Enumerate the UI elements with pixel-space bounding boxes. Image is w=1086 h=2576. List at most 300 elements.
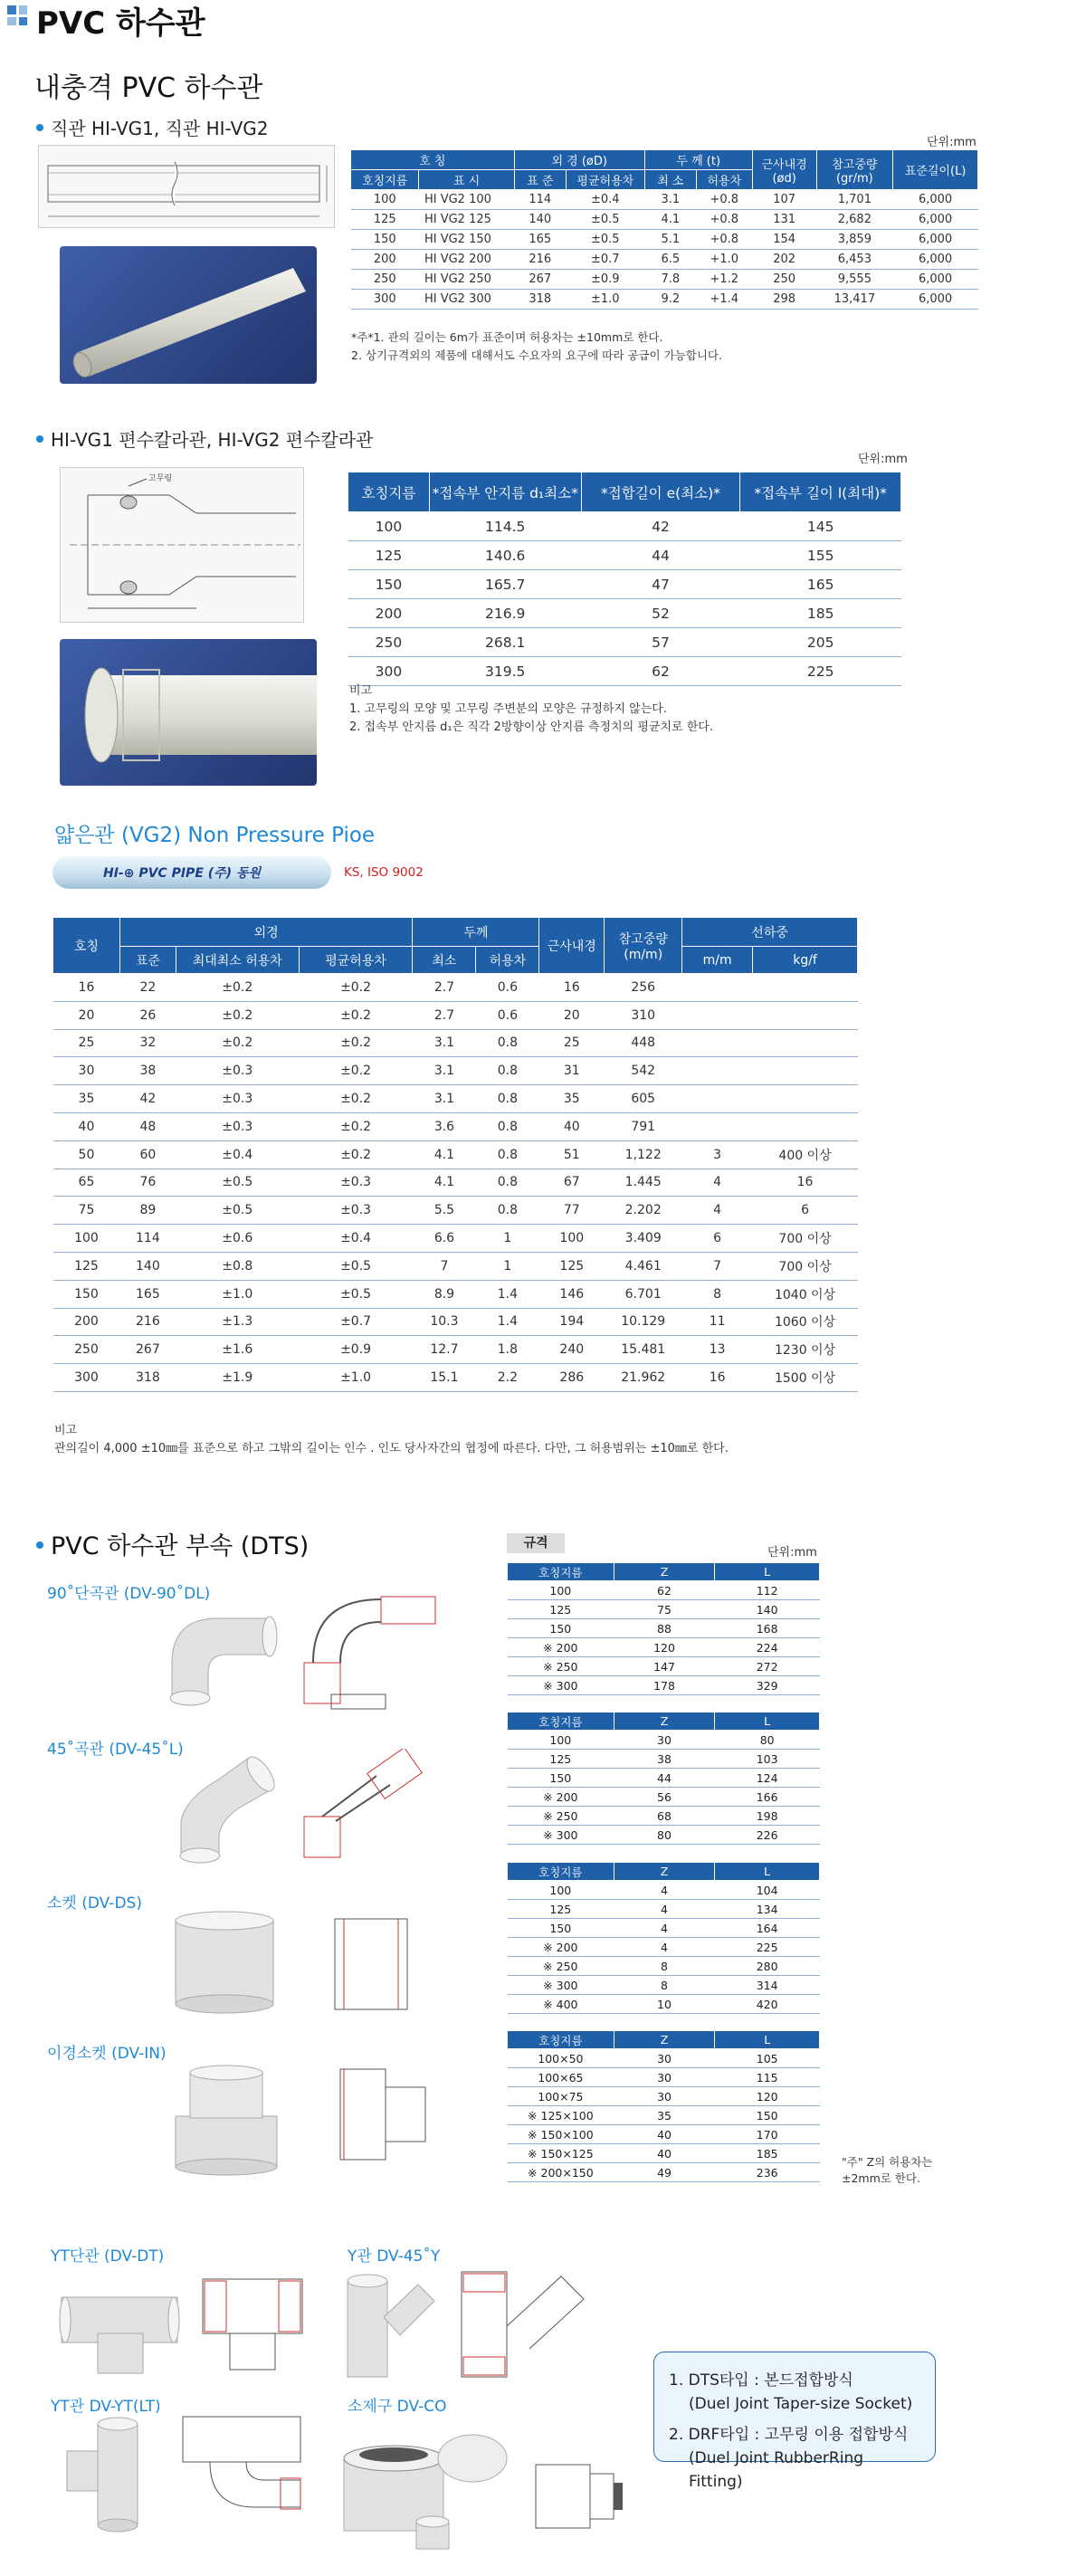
s1-table-cell: ±0.5 <box>566 230 644 250</box>
spec-table-row <box>508 1995 820 2014</box>
s3-table-cell: ±0.2 <box>176 974 299 1002</box>
fitting-y-label: Y관 DV-45˚Y <box>348 2247 441 2266</box>
s3-header-outer: 외경 <box>119 918 413 947</box>
s3-table-cell: 13 <box>682 1336 753 1364</box>
s3-table-cell: 6.6 <box>413 1225 476 1253</box>
s1-table-cell: 140 <box>514 210 566 230</box>
s3-table-cell: 3.409 <box>605 1225 682 1253</box>
s3-table-cell: 0.8 <box>476 1057 539 1085</box>
spec-table-cell: 104 <box>715 1881 820 1900</box>
header-avg-tol: 평균허용차 <box>566 170 644 190</box>
spec-table-row <box>508 2106 820 2125</box>
spec-table-cell: 150 <box>508 1769 614 1788</box>
s3-header-ref-weight: 참고중량 (m/m) <box>605 918 682 974</box>
s3-table-cell: 3 <box>682 1140 753 1169</box>
s3-table-cell: 20 <box>53 1001 120 1029</box>
spec-table-cell: 8 <box>614 1976 715 1995</box>
s3-table-cell: 2.2 <box>476 1364 539 1392</box>
section3-table <box>52 917 858 1392</box>
s3-table-cell: 42 <box>119 1085 176 1113</box>
s3-table-cell <box>682 1001 753 1029</box>
s3-table-cell: ±0.4 <box>176 1140 299 1169</box>
s1-table-cell: 2,682 <box>816 210 893 230</box>
legend-line-3: 2. DRF타입 : 고무링 이용 접합방식 <box>669 2426 909 2444</box>
s3-table-cell: 16 <box>539 974 605 1002</box>
fitting-reducer-label: 이경소켓 (DV-IN) <box>47 2045 167 2063</box>
s3-header-maxmin-tol: 최대최소 허용차 <box>176 947 299 974</box>
spec-table-cell: 150 <box>508 1919 614 1938</box>
s1-table-cell: 298 <box>752 290 816 310</box>
s3-table-row <box>53 1112 858 1140</box>
s2-table-cell: 300 <box>348 657 430 686</box>
s3-header-tol: 허용차 <box>476 947 539 974</box>
spec-table-cell: ※ 300 <box>508 1976 614 1995</box>
s3-table-cell: 700 이상 <box>753 1225 858 1253</box>
spec-table-row <box>508 1919 820 1938</box>
spec-table-row <box>508 1881 820 1900</box>
spec-table-cell: 103 <box>715 1750 820 1769</box>
s1-table-cell: ±0.4 <box>566 190 644 210</box>
s1-table-cell: HI VG2 200 <box>419 250 514 270</box>
fitting-cleanout-label: 소제구 DV-CO <box>348 2398 447 2416</box>
s3-table-cell: 7 <box>413 1252 476 1280</box>
spec-table-cell: ※ 300 <box>508 1826 614 1845</box>
s3-table-cell: 16 <box>682 1364 753 1392</box>
s3-table-row <box>53 1140 858 1169</box>
s3-table-cell <box>753 1029 858 1057</box>
s2-table-cell: 125 <box>348 541 430 570</box>
reducer-drawing <box>335 2060 431 2167</box>
s1-table-row <box>351 230 978 250</box>
spec-table-header: Z <box>614 1863 715 1881</box>
s3-table-cell: ±0.2 <box>299 1057 413 1085</box>
s3-table-cell: ±0.2 <box>299 1001 413 1029</box>
s2-table-cell: 140.6 <box>429 541 581 570</box>
s3-table-cell: 3.1 <box>413 1057 476 1085</box>
s3-table-cell: 0.8 <box>476 1085 539 1113</box>
s3-table-cell: 40 <box>53 1112 120 1140</box>
s3-table-cell: 77 <box>539 1197 605 1225</box>
s3-table-cell: 0.8 <box>476 1169 539 1197</box>
s3-table-row <box>53 1029 858 1057</box>
spec-table-cell: 4 <box>614 1938 715 1957</box>
section4-title: PVC 하수관 부속 (DTS) <box>36 1526 309 1561</box>
legend-line-4: (Duel Joint RubberRing Fitting) <box>689 2449 864 2491</box>
spec-table-cell: ※ 125×100 <box>508 2106 614 2125</box>
s2-table-cell: 185 <box>740 599 901 628</box>
page-title: PVC 하수관 <box>36 5 205 42</box>
spec-table-cell: 112 <box>715 1581 820 1600</box>
s3-table-cell: 51 <box>539 1140 605 1169</box>
spec-table-row <box>508 1600 820 1619</box>
spec-table-cell: 236 <box>715 2163 820 2182</box>
s2-table-cell: 200 <box>348 599 430 628</box>
spec-table-cell: 80 <box>715 1731 820 1750</box>
s2-table-cell: 42 <box>581 512 740 541</box>
section1-table <box>350 149 978 310</box>
header-tol: 허용차 <box>696 170 752 190</box>
reducer-photo <box>170 2064 282 2176</box>
spec-table-cell: 100×75 <box>508 2087 614 2106</box>
spec-table-row <box>508 1807 820 1826</box>
spec-table-cell: 124 <box>715 1769 820 1788</box>
s3-table-cell: 0.8 <box>476 1029 539 1057</box>
s3-table-cell: ±1.9 <box>176 1364 299 1392</box>
s3-table-cell: 2.7 <box>413 974 476 1002</box>
s3-table-cell: 40 <box>539 1112 605 1140</box>
s3-table-cell: 1060 이상 <box>753 1308 858 1336</box>
s1-table-cell: 6,000 <box>893 250 978 270</box>
s3-table-cell: 114 <box>119 1225 176 1253</box>
s2-table-cell: 62 <box>581 657 740 686</box>
s3-table-cell: 165 <box>119 1280 176 1308</box>
s1-table-cell: 6,000 <box>893 270 978 290</box>
s2-table-cell: 44 <box>581 541 740 570</box>
s3-table-cell: 48 <box>119 1112 176 1140</box>
section1-subtitle: 직관 HI-VG1, 직관 HI-VG2 <box>36 114 268 140</box>
s2-table-cell: 268.1 <box>429 628 581 657</box>
s3-table-cell: 1.8 <box>476 1336 539 1364</box>
s3-table-cell: 50 <box>53 1140 120 1169</box>
s2-header-inner-dia: *접속부 안지름 d₁최소* <box>429 472 581 512</box>
section1-title: 내충격 PVC 하수관 <box>34 72 263 104</box>
spec-table-cell: 120 <box>614 1638 715 1657</box>
section2-note-1: 1. 고무링의 모양 및 고무링 주변분의 모양은 규정하지 않는다. <box>349 702 667 716</box>
s1-table-cell: +0.8 <box>696 230 752 250</box>
s2-table-row <box>348 512 901 541</box>
section3-title: 얇은관 (VG2) Non Pressure Pioe <box>54 824 376 847</box>
spec-table-header: 호칭지름 <box>508 1713 614 1731</box>
y-photo <box>340 2263 440 2384</box>
spec-table-cell: 62 <box>614 1581 715 1600</box>
s3-table-cell: 1,122 <box>605 1140 682 1169</box>
s1-table-cell: HI VG2 300 <box>419 290 514 310</box>
s3-table-cell: ±1.6 <box>176 1336 299 1364</box>
s3-table-cell: 35 <box>539 1085 605 1113</box>
spec-table-header: Z <box>614 1713 715 1731</box>
spec-table-cell: 75 <box>614 1600 715 1619</box>
s3-table-cell: 100 <box>539 1225 605 1253</box>
s2-table-row <box>348 599 901 628</box>
s2-table-cell: 52 <box>581 599 740 628</box>
section1-unit: 단위:mm <box>927 136 976 149</box>
s3-header-thickness: 두께 <box>413 918 539 947</box>
cleanout-photo <box>337 2422 518 2558</box>
header-min: 최 소 <box>644 170 696 190</box>
s1-table-row <box>351 250 978 270</box>
s3-table-cell: 15.1 <box>413 1364 476 1392</box>
s2-table-row <box>348 657 901 686</box>
spec-table-cell: 198 <box>715 1807 820 1826</box>
spec-table-cell: 226 <box>715 1826 820 1845</box>
s3-table-cell: ±0.2 <box>299 1140 413 1169</box>
s3-header-mm: m/m <box>682 947 753 974</box>
s2-table-cell: 319.5 <box>429 657 581 686</box>
spec-table-cell: 140 <box>715 1600 820 1619</box>
s2-table-cell: 205 <box>740 628 901 657</box>
s3-table-cell: 76 <box>119 1169 176 1197</box>
s3-table-cell: ±0.2 <box>299 1112 413 1140</box>
s1-table-cell: +0.8 <box>696 190 752 210</box>
section3-note: 관의길이 4,000 ±10㎜를 표준으로 하고 그밖의 길이는 인수 . 인도 당사자간의 협정에 따른다. 다만, 그 허용범위는 ±10㎜로 한다. <box>54 1442 729 1455</box>
spec-table-cell: 100 <box>508 1581 614 1600</box>
s2-table-cell: 165 <box>740 570 901 599</box>
spec-table-cell: 88 <box>614 1619 715 1638</box>
s1-table-cell: 250 <box>351 270 419 290</box>
s3-header-line-weight: 선하중 <box>682 918 858 947</box>
s3-table-cell: ±0.3 <box>176 1112 299 1140</box>
s3-table-cell: 542 <box>605 1057 682 1085</box>
spec-table-cell: 56 <box>614 1788 715 1807</box>
spec-table-cell: 150 <box>508 1619 614 1638</box>
s1-table-cell: ±0.5 <box>566 210 644 230</box>
s3-table-cell: 8.9 <box>413 1280 476 1308</box>
s1-table-cell: 1,701 <box>816 190 893 210</box>
spec-table-row <box>508 1769 820 1788</box>
spec-table-cell: 147 <box>614 1657 715 1676</box>
pipe-print: HI-⊕ PVC PIPE (주) 동원 <box>103 866 261 881</box>
elbow-45-drawing <box>295 1749 449 1866</box>
s1-table-row <box>351 290 978 310</box>
spec-table-cell: 30 <box>614 2087 715 2106</box>
s3-table-cell: 1 <box>476 1225 539 1253</box>
s3-table-cell: 6 <box>682 1225 753 1253</box>
s3-table-cell: ±0.5 <box>176 1197 299 1225</box>
spec-table-cell: 100 <box>508 1881 614 1900</box>
s3-table-cell: 256 <box>605 974 682 1002</box>
s3-header-nominal: 호칭 <box>53 918 120 974</box>
s3-table-cell: 5.5 <box>413 1197 476 1225</box>
s3-table-cell: 448 <box>605 1029 682 1057</box>
spec-table-cell: 329 <box>715 1676 820 1695</box>
spec-table-cell: 125 <box>508 1750 614 1769</box>
yt-drawing <box>194 2270 311 2377</box>
s3-table-cell: 318 <box>119 1364 176 1392</box>
section1-notes <box>351 329 722 365</box>
s3-table-cell: 4.1 <box>413 1140 476 1169</box>
z-note-line-2: ±2mm로 한다. <box>842 2171 920 2185</box>
s1-table-cell: 107 <box>752 190 816 210</box>
s1-table-cell: 9,555 <box>816 270 893 290</box>
s3-table-cell <box>682 974 753 1002</box>
s3-header-approx-inner: 근사내경 <box>539 918 605 974</box>
spec-table-header: L <box>715 2031 820 2049</box>
s1-table-cell: 3.1 <box>644 190 696 210</box>
spec-table-header: Z <box>614 1563 715 1581</box>
s1-table-cell: 202 <box>752 250 816 270</box>
s1-table-cell: 114 <box>514 190 566 210</box>
s3-table-cell: 400 이상 <box>753 1140 858 1169</box>
spec-table-cell: 272 <box>715 1657 820 1676</box>
s3-table-cell: 250 <box>53 1336 120 1364</box>
s3-table-cell: 3.6 <box>413 1112 476 1140</box>
s1-table-cell: ±0.7 <box>566 250 644 270</box>
s3-table-cell: 100 <box>53 1225 120 1253</box>
s1-table-cell: 154 <box>752 230 816 250</box>
s3-table-cell: 22 <box>119 974 176 1002</box>
section3-notes-title: 비고 <box>54 1424 78 1437</box>
s3-table-cell: 21.962 <box>605 1364 682 1392</box>
section3-notes <box>54 1422 729 1458</box>
section2-subtitle: HI-VG1 편수칼라관, HI-VG2 편수칼라관 <box>36 425 373 452</box>
legend-line-2: (Duel Joint Taper-size Socket) <box>689 2395 913 2413</box>
s3-table-row <box>53 1280 858 1308</box>
s3-table-cell: 25 <box>539 1029 605 1057</box>
s1-table-cell: 6,000 <box>893 210 978 230</box>
spec-table-row <box>508 2087 820 2106</box>
s3-table-cell: 140 <box>119 1252 176 1280</box>
fitting-45-label: 45˚곡관 (DV-45˚L) <box>47 1741 184 1759</box>
spec-table-cell: ※ 250 <box>508 1657 614 1676</box>
s3-table-cell <box>682 1057 753 1085</box>
s1-table-cell: 131 <box>752 210 816 230</box>
s3-table-cell: 1230 이상 <box>753 1336 858 1364</box>
s3-table-row <box>53 1001 858 1029</box>
spec-table-row <box>508 2125 820 2144</box>
s3-table-cell: 16 <box>53 974 120 1002</box>
spec-table-cell: 68 <box>614 1807 715 1826</box>
straight-pipe-photo <box>60 246 317 384</box>
spec-table-cell: 49 <box>614 2163 715 2182</box>
spec-table-cell: 125 <box>508 1600 614 1619</box>
s3-table-cell: 32 <box>119 1029 176 1057</box>
spec-table-row <box>508 1619 820 1638</box>
s3-table-cell: 150 <box>53 1280 120 1308</box>
s1-table-cell: 5.1 <box>644 230 696 250</box>
s3-table-row <box>53 1057 858 1085</box>
s1-table-cell: 6,000 <box>893 290 978 310</box>
s3-table-cell: ±0.3 <box>299 1169 413 1197</box>
s3-table-cell: ±0.2 <box>299 1085 413 1113</box>
s1-table-cell: 318 <box>514 290 566 310</box>
s2-header-nominal: 호칭지름 <box>348 472 430 512</box>
s1-table-cell: HI VG2 125 <box>419 210 514 230</box>
spec-table-row <box>508 1581 820 1600</box>
spec-table-cell: 4 <box>614 1881 715 1900</box>
s2-table-cell: 225 <box>740 657 901 686</box>
s1-table-cell: 165 <box>514 230 566 250</box>
s1-table-cell: 6,000 <box>893 230 978 250</box>
header-std: 표 준 <box>514 170 566 190</box>
s1-table-cell: HI VG2 100 <box>419 190 514 210</box>
s3-table-cell: 125 <box>539 1252 605 1280</box>
rubber-ring-label: 고무링 <box>148 474 173 483</box>
s3-table-cell: 0.8 <box>476 1197 539 1225</box>
z-note-line-1: "주" Z의 허용차는 <box>842 2155 933 2169</box>
s3-table-cell: 89 <box>119 1197 176 1225</box>
spec-table-header: 호칭지름 <box>508 2031 614 2049</box>
spec-table-cell: ※ 200 <box>508 1638 614 1657</box>
elbow-90-drawing <box>295 1595 449 1713</box>
spec-table-cell: ※ 300 <box>508 1676 614 1695</box>
s2-table-row <box>348 541 901 570</box>
s3-table-cell: 67 <box>539 1169 605 1197</box>
spec-table-cell: 314 <box>715 1976 820 1995</box>
spec-table-cell: 125 <box>508 1900 614 1919</box>
s2-table-cell: 150 <box>348 570 430 599</box>
spec-table-row <box>508 1900 820 1919</box>
s2-table-cell: 250 <box>348 628 430 657</box>
s1-table-cell: 7.8 <box>644 270 696 290</box>
s2-table-cell: 114.5 <box>429 512 581 541</box>
s1-table-cell: 250 <box>752 270 816 290</box>
s1-table-cell: +1.0 <box>696 250 752 270</box>
s2-header-joint-len: *접합길이 e(최소)* <box>581 472 740 512</box>
s3-table-row <box>53 1252 858 1280</box>
s3-table-cell: 791 <box>605 1112 682 1140</box>
spec-table-row <box>508 1750 820 1769</box>
header-outer: 외 경 (øD) <box>514 150 644 170</box>
s3-table-cell: 4 <box>682 1169 753 1197</box>
s3-table-cell: ±0.9 <box>299 1336 413 1364</box>
spec-table-cell: 10 <box>614 1995 715 2014</box>
spec-table <box>507 1562 820 1695</box>
spec-table-cell: 185 <box>715 2144 820 2163</box>
s2-table-cell: 47 <box>581 570 740 599</box>
spec-table-header: 호칭지름 <box>508 1863 614 1881</box>
collar-pipe-photo <box>60 639 317 786</box>
s1-table-cell: ±1.0 <box>566 290 644 310</box>
s3-table-cell: 10.3 <box>413 1308 476 1336</box>
spec-table-row <box>508 1826 820 1845</box>
section4-unit: 단위:mm <box>767 1546 817 1560</box>
spec-table-row <box>508 1938 820 1957</box>
s3-table-cell <box>753 1001 858 1029</box>
s3-table-cell: 3.1 <box>413 1085 476 1113</box>
s3-table-cell: 1.4 <box>476 1308 539 1336</box>
spec-table-cell: 35 <box>614 2106 715 2125</box>
yt-photo <box>56 2270 183 2377</box>
s3-table-cell: 0.8 <box>476 1140 539 1169</box>
spec-table-row <box>508 1676 820 1695</box>
spec-table-cell: 420 <box>715 1995 820 2014</box>
spec-table-row <box>508 1788 820 1807</box>
section2-notes <box>349 682 713 737</box>
s3-table-cell <box>753 1112 858 1140</box>
spec-table-row <box>508 2049 820 2068</box>
spec-table-cell: ※ 400 <box>508 1995 614 2014</box>
s3-table-cell: ±0.5 <box>299 1252 413 1280</box>
s3-table-cell <box>753 1085 858 1113</box>
spec-table-cell: 225 <box>715 1938 820 1957</box>
spec-table-cell: 168 <box>715 1619 820 1638</box>
s3-table-cell: 35 <box>53 1085 120 1113</box>
s1-table-cell: ±0.9 <box>566 270 644 290</box>
s3-table-cell: 10.129 <box>605 1308 682 1336</box>
section2-notes-title: 비고 <box>349 684 373 698</box>
s3-table-row <box>53 974 858 1002</box>
s3-table-cell: 20 <box>539 1001 605 1029</box>
s3-table-cell: 30 <box>53 1057 120 1085</box>
spec-table-row <box>508 2068 820 2087</box>
spec-table-cell: 8 <box>614 1957 715 1976</box>
s3-table-cell: 75 <box>53 1197 120 1225</box>
s1-table-cell: HI VG2 150 <box>419 230 514 250</box>
s3-table-cell: ±0.8 <box>176 1252 299 1280</box>
legend-line-1: 1. DTS타입 : 본드접합방식 <box>669 2371 853 2390</box>
s3-table-cell: 11 <box>682 1308 753 1336</box>
s2-table-cell: 216.9 <box>429 599 581 628</box>
s3-table-cell: 16 <box>753 1169 858 1197</box>
s3-table-cell: 310 <box>605 1001 682 1029</box>
s3-table-cell: 0.8 <box>476 1112 539 1140</box>
cleanout-drawing <box>529 2451 628 2542</box>
s3-table-cell: 65 <box>53 1169 120 1197</box>
spec-table-cell: 30 <box>614 2049 715 2068</box>
spec-table-cell: ※ 200 <box>508 1788 614 1807</box>
fitting-90-label: 90˚단곡관 (DV-90˚DL) <box>47 1585 211 1603</box>
spec-table-cell: ※ 150×100 <box>508 2125 614 2144</box>
